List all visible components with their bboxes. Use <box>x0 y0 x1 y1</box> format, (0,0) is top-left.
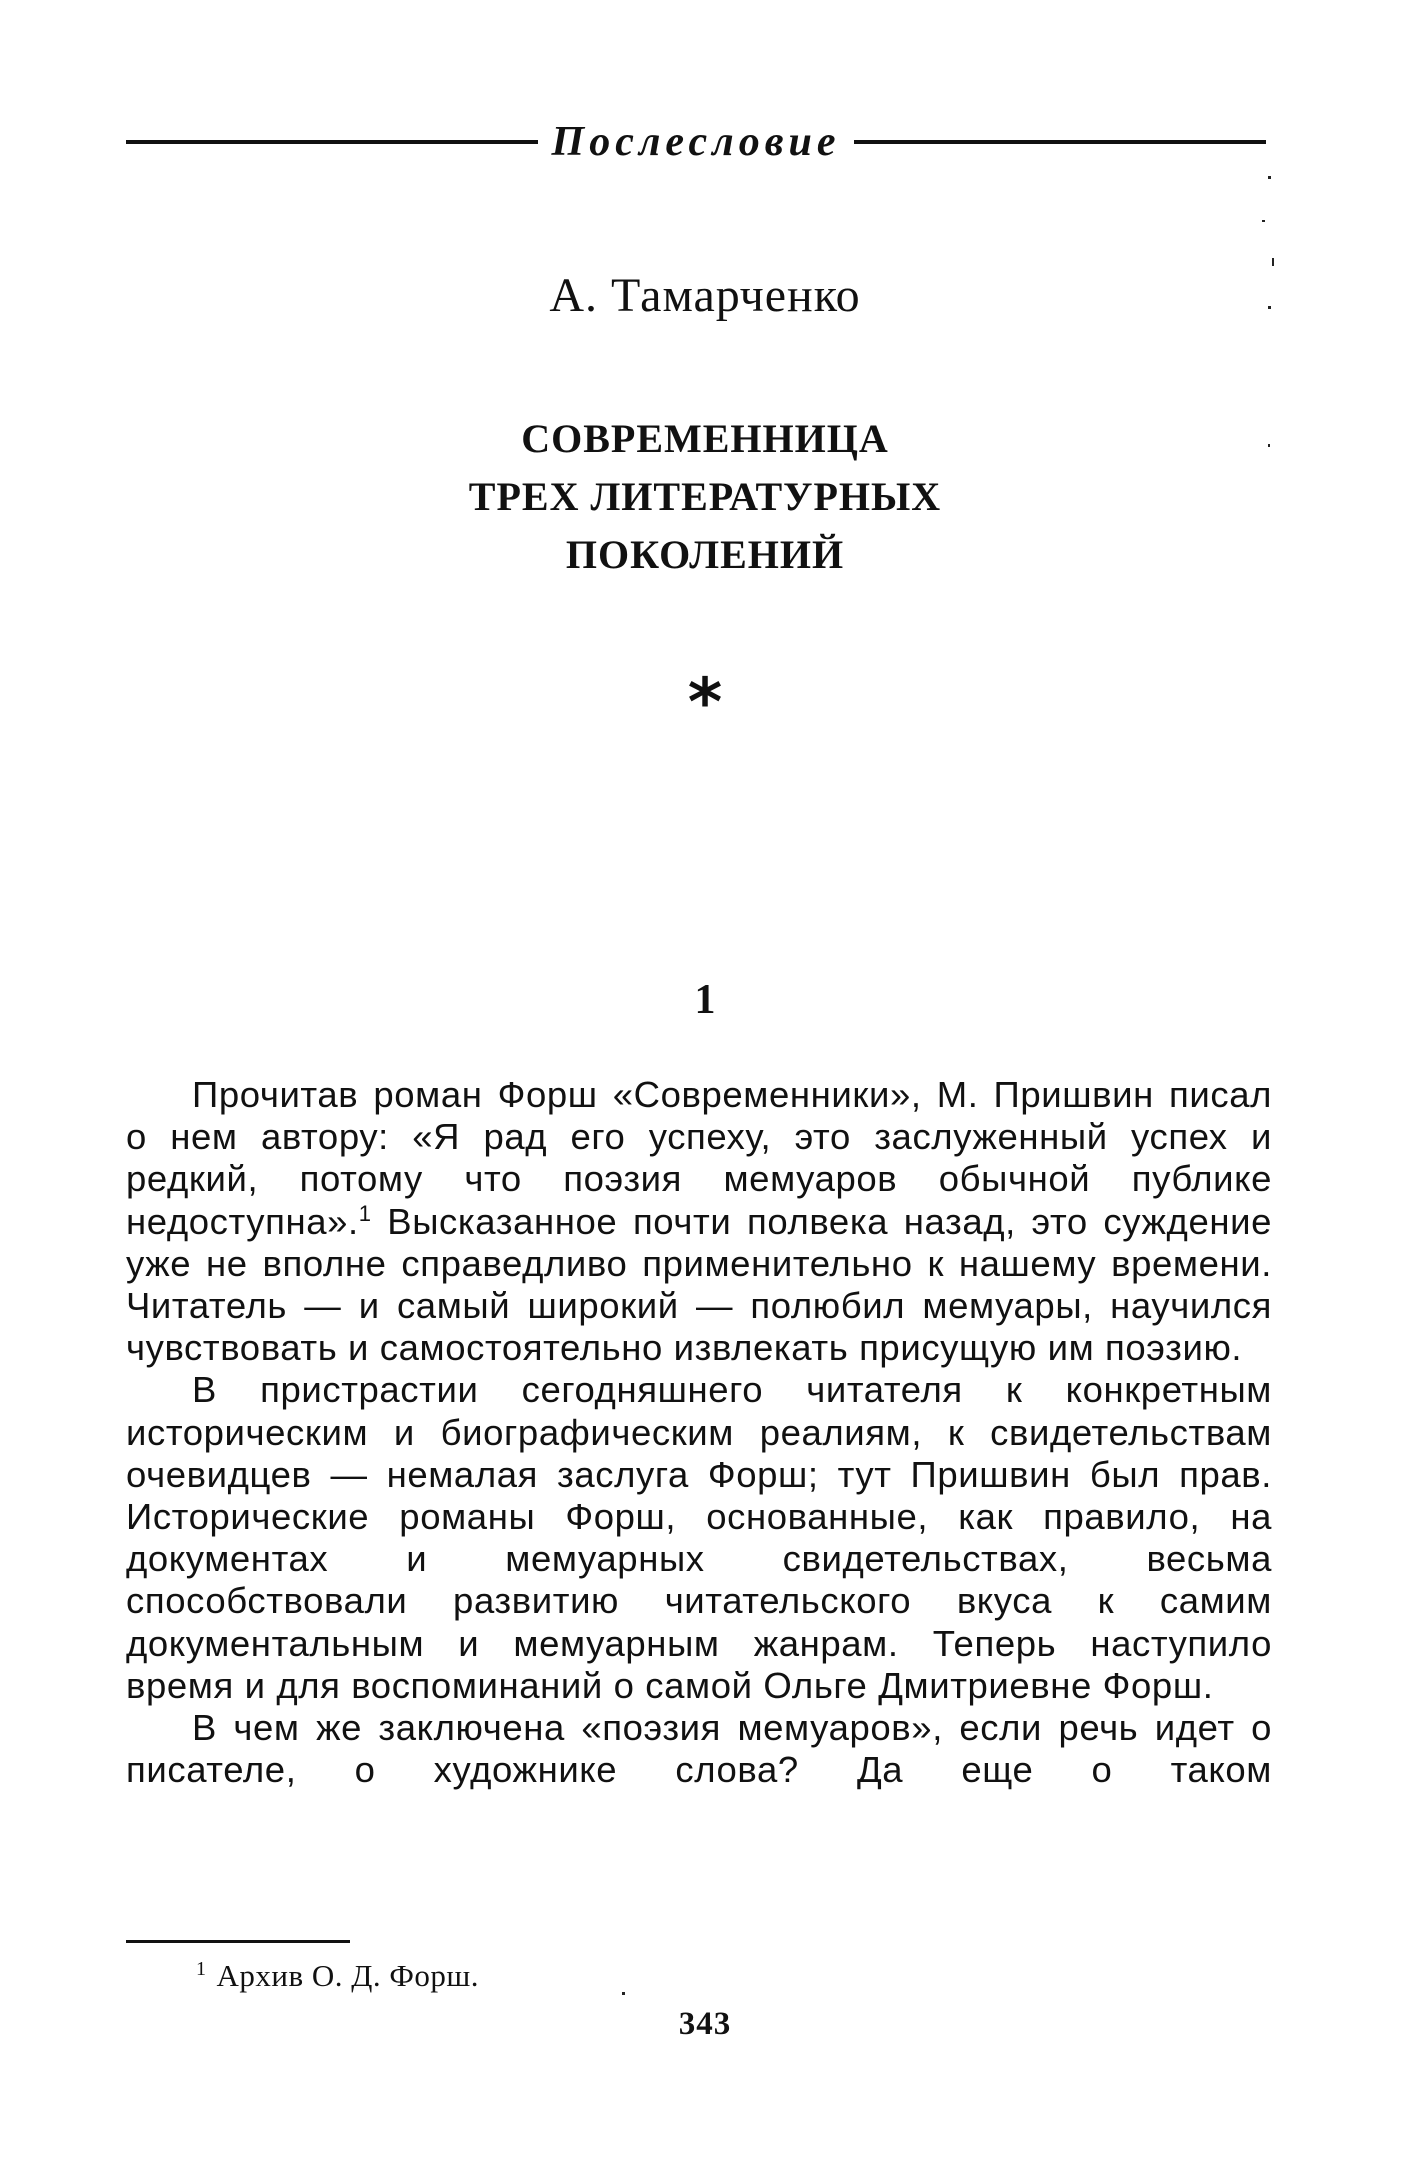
scan-speck <box>622 1992 625 1995</box>
paragraph-text: В пристрастии сегодняшнего читателя к конкретным историческим и биографическим реалиям, к свидетельствам очевидцев — немалая заслуга Форш; тут Пришвин был прав. Исторические романы Форш, основанные, как правило, на документах и мемуарных свидетельствах, весьма способствовали развитию читательского вкуса к самим документальным и мемуарным жанрам. Теперь наступило время и для воспоминаний о самой Ольге Дмитриевне Форш. <box>126 1369 1272 1706</box>
asterisk-ornament: * <box>687 664 723 741</box>
title-line: ПОКОЛЕНИЙ <box>565 532 845 577</box>
title-line: ТРЕХ ЛИТЕРАТУРНЫХ <box>468 474 942 519</box>
running-header <box>126 112 1266 172</box>
scan-speck <box>1268 444 1270 447</box>
paragraph <box>126 1707 1272 1791</box>
footnote <box>196 1958 479 1994</box>
author-name: А. Тамарченко <box>549 269 861 322</box>
scan-speck <box>1268 176 1271 179</box>
scan-speck <box>1272 258 1274 266</box>
paragraph <box>126 1074 1272 1369</box>
header-rule-right <box>854 140 1266 144</box>
running-title: Послесловие <box>551 119 841 165</box>
section-number: 1 <box>694 977 716 1023</box>
title-line: СОВРЕМЕННИЦА <box>521 416 889 461</box>
footnote-separator <box>126 1940 350 1943</box>
footnote-mark: 1 <box>196 1957 207 1980</box>
header-rule-left <box>126 140 538 144</box>
footnote-reference: 1 <box>358 1200 372 1226</box>
paragraph-text: Прочитав роман Форш «Современники», М. Пришвин писал о нем автору: «Я рад его успеху, это заслуженный успех и редкий, потому что поэзия мемуаров обычной публике недоступна». <box>126 1074 1272 1242</box>
scan-speck <box>1268 306 1271 309</box>
article-title <box>0 410 1410 584</box>
paragraph-text: Высказанное почти полвека назад, это суждение уже не вполне справедливо применительно к нашему времени. Читатель — и самый широкий — полюбил мемуары, научился чувствовать и самостоятельно извлекать присущую им поэзию. <box>126 1200 1272 1369</box>
paragraph-text: В чем же заключена «поэзия мемуаров», если речь идет о писателе, о художнике слова? Да еще о таком <box>126 1707 1272 1791</box>
paragraph <box>126 1369 1272 1707</box>
scan-speck <box>1262 220 1265 222</box>
page-number: 343 <box>678 2006 732 2042</box>
footnote-text: Архив О. Д. Форш. <box>216 1958 480 1993</box>
body-text <box>126 1074 1272 1791</box>
